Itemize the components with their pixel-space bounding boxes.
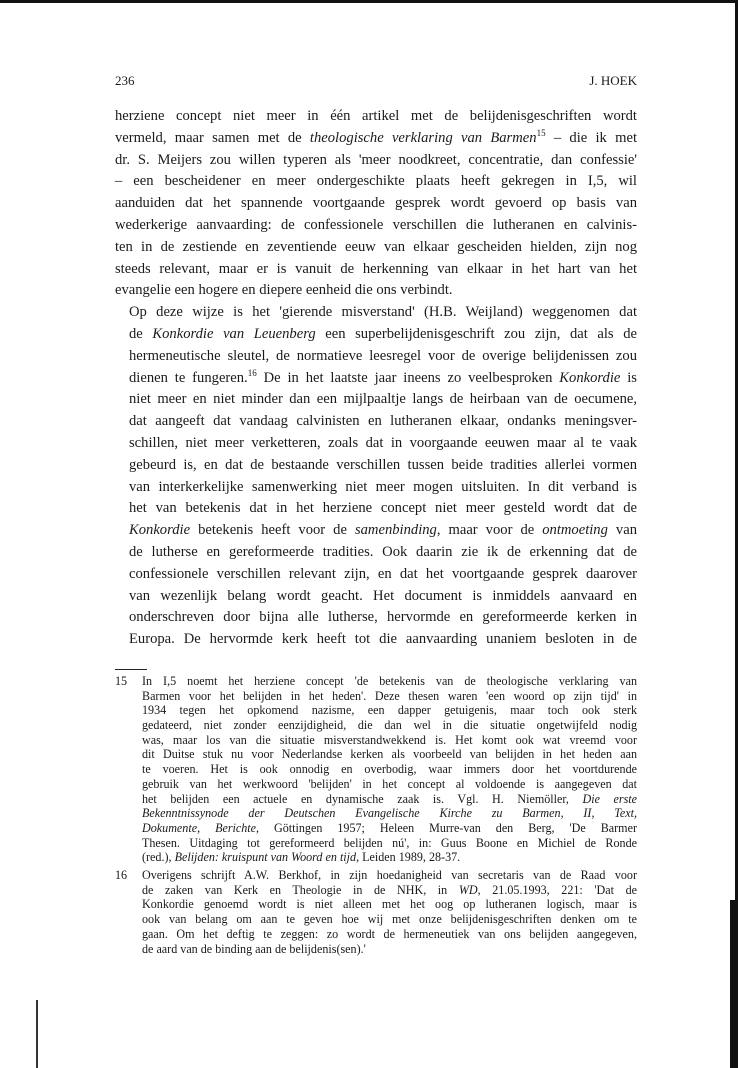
text-span: gaan. Om het deftig te zeggen: zo wordt de hermeneutiek van ons belijden aangegeven, — [142, 926, 637, 941]
italic-span: Konkordie — [559, 369, 621, 386]
text-line — [142, 747, 637, 762]
text-span: confessionele verschillen relevant zijn, en dat het voortgaande gesprek daarover — [129, 565, 637, 582]
text-line — [115, 150, 637, 172]
text-line — [115, 455, 637, 477]
italic-span: Konkordie van Leuenberg — [152, 325, 316, 342]
text-span: het belijden een actuele en dynamische zaak is. Vgl. H. Niemöller, — [142, 791, 583, 806]
text-line — [115, 302, 637, 324]
italic-span: Die erste — [582, 791, 638, 806]
text-line — [115, 498, 637, 520]
text-span: is — [620, 369, 637, 386]
text-line — [142, 850, 637, 865]
text-span: dr. S. Meijers zou willen typeren als 'meer noodkreet, concentratie, dan confessie' — [115, 151, 637, 168]
text-span: – een bescheidener en meer ondergeschikte plaats heeft gekregen in I,5, wil — [115, 173, 637, 190]
text-span: hermeneutische sleutel, de normatieve leesregel voor de overige belijdenissen zou — [129, 347, 637, 364]
text-span: betekenis heeft voor de — [190, 522, 355, 539]
text-span: van — [607, 522, 637, 539]
scan-border-top — [0, 0, 738, 3]
text-line — [115, 215, 637, 237]
text-line — [142, 806, 637, 821]
text-line — [115, 106, 637, 128]
text-span: gedateerd, niet zonder eenzijdigheid, die dan wel in die situatie ongetwijfeld nodig — [142, 718, 637, 733]
body-text — [115, 106, 637, 651]
text-span: Barmen voor het belijden in het heden'. Deze thesen waren 'een woord op zijn tijd' in — [142, 688, 637, 703]
scan-mark-left — [36, 1000, 38, 1068]
italic-span: Konkordie — [129, 522, 191, 539]
text-span: wederkerige aanvaarding: de confessionele verschillen die lutheranen en calvinis- — [115, 216, 637, 233]
text-span: , maar voor de — [436, 522, 543, 539]
text-line — [142, 733, 637, 748]
text-line — [142, 912, 637, 927]
italic-span: theologische verklaring van Barmen — [309, 129, 537, 146]
text-line — [142, 718, 637, 733]
text-span: herziene concept niet meer in één artikel met de belijdenisgeschriften wordt — [115, 108, 637, 124]
text-line — [142, 942, 637, 957]
italic-span: samenbinding — [354, 522, 437, 539]
running-title: J. HOEK — [589, 73, 637, 88]
italic-span: ontmoeting — [542, 522, 608, 539]
text-line — [115, 237, 637, 259]
text-span: 1934 tegen het opkomend nazisme, een dapper getuigenis, maar toch ook sterk — [142, 703, 637, 718]
text-line — [142, 777, 637, 792]
footnote-16 — [115, 868, 637, 956]
text-span: het van betekenis dat in het herziene concept niet meer gesteld wordt dat de — [129, 500, 637, 517]
text-span: , Göttingen 1957; Heleen Murre-van den Berg, 'De Barmer — [256, 820, 637, 835]
text-span: onderschreven door bijna alle lutherse, hervormde en gereformeerde kerken in — [129, 609, 637, 626]
italic-span: Bekenntnissynode der Deutschen Evangelische Kirche zu Barmen, II, Text, — [142, 806, 637, 821]
text-line — [115, 542, 637, 564]
text-line — [115, 564, 637, 586]
text-span: was, maar los van die situatie misverstandwekkend is. Het komt ook wat vreemd voor — [142, 732, 637, 747]
text-line — [142, 689, 637, 704]
text-line — [115, 280, 637, 302]
text-line — [115, 346, 637, 368]
footnote-number: 16 — [115, 868, 128, 883]
text-line — [142, 762, 637, 777]
text-line — [142, 821, 637, 836]
text-span: de zaken van Kerk en Theologie in de NHK, in — [142, 882, 459, 897]
text-span: van wezenlijk belang wordt geacht. Het document is inmiddels aanvaard en — [129, 587, 637, 604]
text-span: dit Duitse stuk nu voor Nederlandse kerken als voorbeeld van belijden in het heden aan — [142, 747, 637, 762]
text-span: van interkerkelijke samenwerking niet meer mogen uitsluiten. In dit verband is — [129, 478, 637, 495]
text-span: de lutherse en gereformeerde tradities. Ook daarin zie ik de erkenning dat de — [129, 543, 637, 560]
text-line — [115, 259, 637, 281]
text-span: steeds relevant, maar er is vanuit de herkenning van elkaar in het hart van het — [115, 260, 637, 277]
text-line — [115, 520, 637, 542]
scan-shadow-bottom-right — [730, 900, 738, 1068]
text-span: , 21.05.1993, 221: 'Dat de — [477, 882, 637, 897]
text-span: In I,5 noemt het herziene concept 'de betekenis van de theologische verklaring van — [142, 673, 637, 688]
italic-span: Belijden: kruispunt van Woord en tijd — [174, 850, 357, 865]
text-span: gebeurd is, en dat de bestaande verschillen tussen beide tradities allerlei vormen — [129, 456, 637, 473]
text-span: Konkordie genoemd wordt is niet alleen met het oog op lutheranen logisch, maar is — [142, 897, 637, 912]
text-line — [115, 607, 637, 629]
text-span: evangelie een hogere en diepere eenheid die ons verbindt. — [115, 282, 453, 299]
text-line — [115, 629, 637, 651]
footnote-15 — [115, 674, 637, 865]
text-line — [115, 193, 637, 215]
running-head — [115, 72, 637, 90]
text-span: te voeren. Het is ook onnodig en overbodig, waar immers door het voortdurende — [142, 762, 637, 777]
text-line — [142, 836, 637, 851]
page-number: 236 — [115, 73, 135, 88]
italic-span: WD — [458, 882, 478, 897]
footnote-rule — [115, 669, 147, 670]
footnote-text — [142, 674, 637, 865]
text-span: vermeld, maar samen met de — [115, 129, 310, 146]
text-line — [142, 674, 637, 689]
text-line — [115, 128, 637, 150]
book-page — [115, 72, 637, 959]
text-span: ook van belang om aan te geven hoe wij met onze belijdenisgeschriften denken om te — [142, 912, 637, 927]
text-span: (red.), — [142, 850, 175, 865]
text-line — [115, 368, 637, 390]
text-span: Thesen. Uitdaging tot gereformeerd belijden nú', in: Guus Boone en Michiel de Ronde — [142, 835, 637, 850]
text-span: dat aangeeft dat vandaag calvinisten en lutheranen elkaar, ondanks meningsver- — [129, 413, 637, 430]
text-span: de aard van de binding aan de belijdenis(sen).' — [142, 941, 366, 956]
text-span: – die ik met — [545, 129, 637, 146]
footnotes — [115, 674, 637, 956]
text-span: niet meer en niet minder dan een mijlpaaltje langs de heirbaan van de oecumene, — [129, 391, 637, 408]
text-line — [115, 433, 637, 455]
text-line — [115, 477, 637, 499]
text-line — [142, 703, 637, 718]
text-span: ten in de zestiende en zeventiende eeuw van elkaar gescheiden hielden, zijn nog — [115, 238, 637, 255]
text-span: Europa. De hervormde kerk heeft tot die aanvaarding unaniem besloten in de — [129, 631, 637, 648]
text-span: Op deze wijze is het 'gierende misverstand' (H.B. Weijland) weggenomen dat — [129, 304, 637, 321]
footnote-ref: 16 — [247, 367, 257, 378]
text-line — [115, 389, 637, 411]
footnote-ref: 15 — [536, 127, 546, 138]
text-span: schillen, niet meer verketteren, zoals dat in voorgaande eeuwen maar al te vaak — [129, 434, 637, 451]
text-line — [142, 792, 637, 807]
text-line — [142, 868, 637, 883]
text-line — [115, 324, 637, 346]
footnote-number: 15 — [115, 673, 128, 688]
text-line — [115, 586, 637, 608]
text-span: gebruik van het werkwoord 'belijden' in het concept al voldoende is aangegeven dat — [142, 776, 637, 791]
paragraph-1 — [115, 106, 637, 302]
footnote-text — [142, 868, 637, 956]
text-span: Overigens schrijft A.W. Berkhof, in zijn hoedanigheid van secretaris van de Raad voor — [142, 868, 637, 883]
text-span: De in het laatste jaar ineens zo veelbesproken — [256, 369, 560, 386]
paragraph-2 — [115, 302, 637, 651]
italic-span: Dokumente, Berichte — [142, 820, 257, 835]
text-span: dienen te fungeren. — [129, 369, 248, 386]
text-line — [115, 411, 637, 433]
text-span: de — [129, 325, 153, 342]
text-span: aanduiden dat het spannende voortgaande gesprek wordt gevoerd op basis van — [115, 195, 637, 212]
text-line — [115, 171, 637, 193]
text-span: een superbelijdenisgeschrift zou zijn, dat als de — [315, 325, 637, 342]
text-line — [142, 897, 637, 912]
text-line — [142, 927, 637, 942]
text-line — [142, 883, 637, 898]
text-span: , Leiden 1989, 28-37. — [356, 850, 461, 865]
